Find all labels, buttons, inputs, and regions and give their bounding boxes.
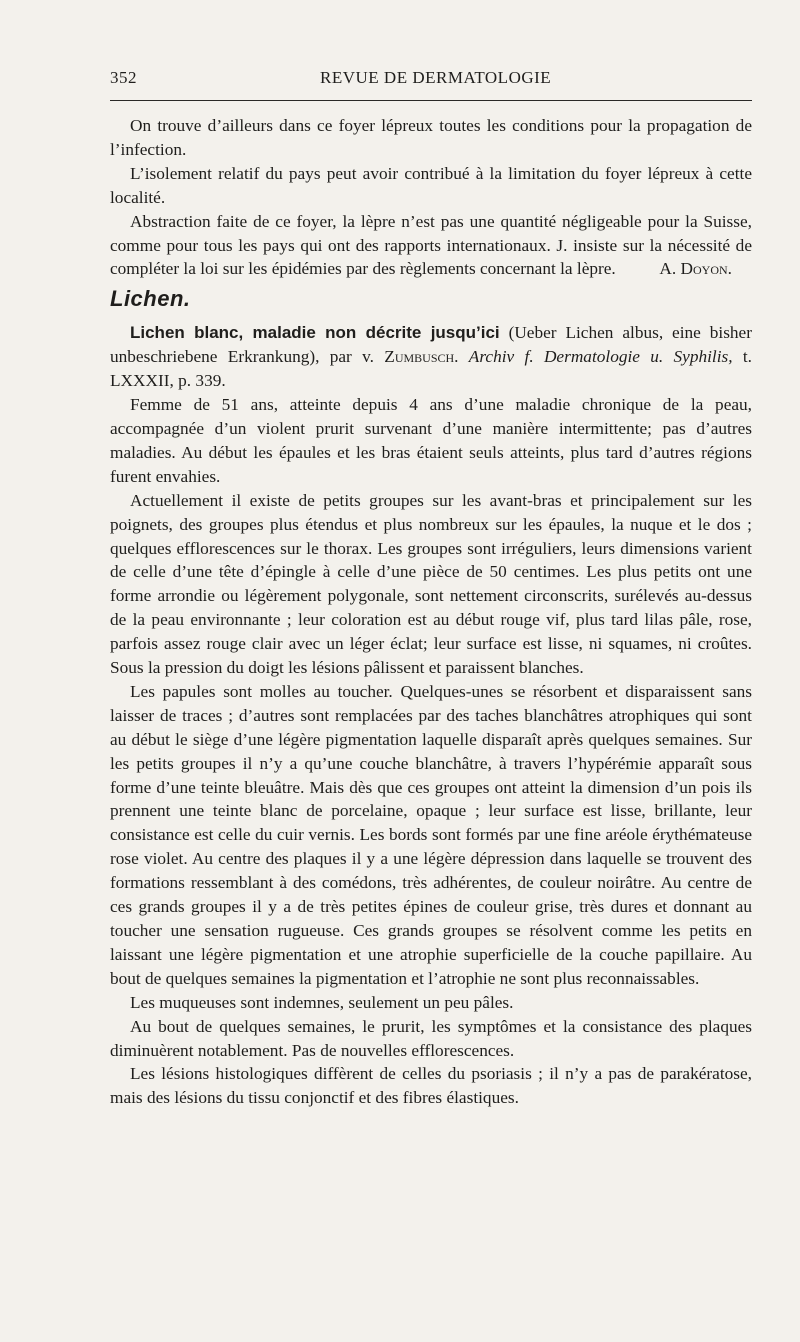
section-heading: Lichen.: [110, 286, 191, 312]
paragraph-papules: Les papules sont molles au toucher. Quelques-unes se résorbent et disparaissent sans laisser de traces ; d’autres sont remplacées par des taches blanchâtres atrophiques qui sont au début le siège d’une légère pigmentation laquelle disparaît après quelques semaines. Sur les petits groupes il n’y a qu’une couche blanchâtre, à travers l’hypérémie apparaît sous forme d’une teinte bleuâtre. Mais dès que ces groupes ont atteint la dimension d’un pois ils prennent une teinte blanc de porcelaine, opaque ; leur surface est lisse, brillante, leur consistance est celle du cuir vernis. Les bords sont formés par une fine aréole érythémateuse rose violet. Au centre des plaques il y a une légère dépression dans laquelle se trouvent des formations ressemblant à des comédons, très adhérentes, de couleur noirâtre. Au centre de ces grands groupes il y a de très petites épines de couleur grise, très dures et donnant au toucher une sensation rugueuse. Ces grands groupes se résolvent comme les petits en laissant une légère pigmentation et une atrophie superficielle de la couche papillaire. Au bout de quelques semaines la pigmentation et l’atrophie ne sont plus reconnaissables.: [110, 681, 752, 988]
header-rule: [110, 100, 752, 101]
article-reference: [110, 321, 752, 393]
abstraction-text: Abstraction faite de ce foyer, la lèpre n’est pas une quantité négligeable pour la Suisse, comme pour tous les pays qui ont des rapports internationaux. J. insiste sur la nécessité de compléter la loi sur les épidémies par des règlements concernant la lèpre.: [110, 211, 752, 279]
article-title: Lichen blanc, maladie non décrite jusqu’ici: [130, 323, 500, 343]
journal-reference: t. LXXXII, p. 339.: [110, 347, 752, 391]
paragraph-muqueuses: Les muqueuses sont indemnes, seulement un peu pâles.: [130, 992, 514, 1012]
author-signoff: A. Doyon.: [659, 259, 732, 279]
paragraph-case: Femme de 51 ans, atteinte depuis 4 ans d’une maladie chronique de la peau, accompagnée d’un violent prurit survenant d’une manière intermittente; pas d’autres maladies. Au début les épaules et les bras étaient seuls atteints, plus tard d’autres régions furent envahies.: [110, 395, 752, 486]
article-subtitle: (Ueber Lichen albus, eine bisher unbeschriebene Erkrankung), par v.: [110, 323, 752, 367]
journal-title: REVUE DE DERMATOLOGIE: [320, 68, 552, 87]
paragraph-isolement: L’isolement relatif du pays peut avoir contribué à la limitation du foyer lépreux à cette localité.: [110, 163, 752, 207]
paragraph-evolution: Au bout de quelques semaines, le prurit, les symptômes et la consistance des plaques diminuèrent notablement. Pas de nouvelles efflorescences.: [110, 1016, 752, 1060]
paragraph-propagation: On trouve d’ailleurs dans ce foyer lépreux toutes les conditions pour la propagation de l’infection.: [110, 116, 752, 159]
paragraph-abstraction: [110, 210, 752, 282]
page-number: 352: [110, 68, 137, 87]
paragraph-histologie: Les lésions histologiques diffèrent de celles du psoriasis ; il n’y a pas de parakératose, mais des lésions du tissu conjonctif et des fibres élastiques.: [110, 1064, 752, 1108]
article-separator: .: [454, 347, 469, 367]
article-author: Zumbusch: [384, 347, 455, 367]
body-text: [110, 114, 752, 1110]
running-head: [110, 64, 750, 90]
paragraph-groupes: Actuellement il existe de petits groupes sur les avant-bras et principalement sur les poignets, des groupes plus étendus et plus nombreux sur les épaules, la nuque et le dos ; quelques efflorescences sur le thorax. Les groupes sont irréguliers, leurs dimensions varient de celle d’une tête d’épingle à celle d’une pièce de 50 centimes. Les plus petits ont une forme arrondie ou légèrement polygonale, sont nettement circonscrits, surélevés au-dessus de la peau environnante ; leur coloration est au début rouge vif, plus tard lilas pâle, rose, parfois assez rouge clair avec un léger éclat; leur surface est lisse, ni squames, ni croûtes. Sous la pression du doigt les lésions pâlissent et paraissent blanches.: [110, 490, 752, 678]
journal-name: Archiv f. Dermatologie u. Syphilis,: [468, 347, 733, 367]
